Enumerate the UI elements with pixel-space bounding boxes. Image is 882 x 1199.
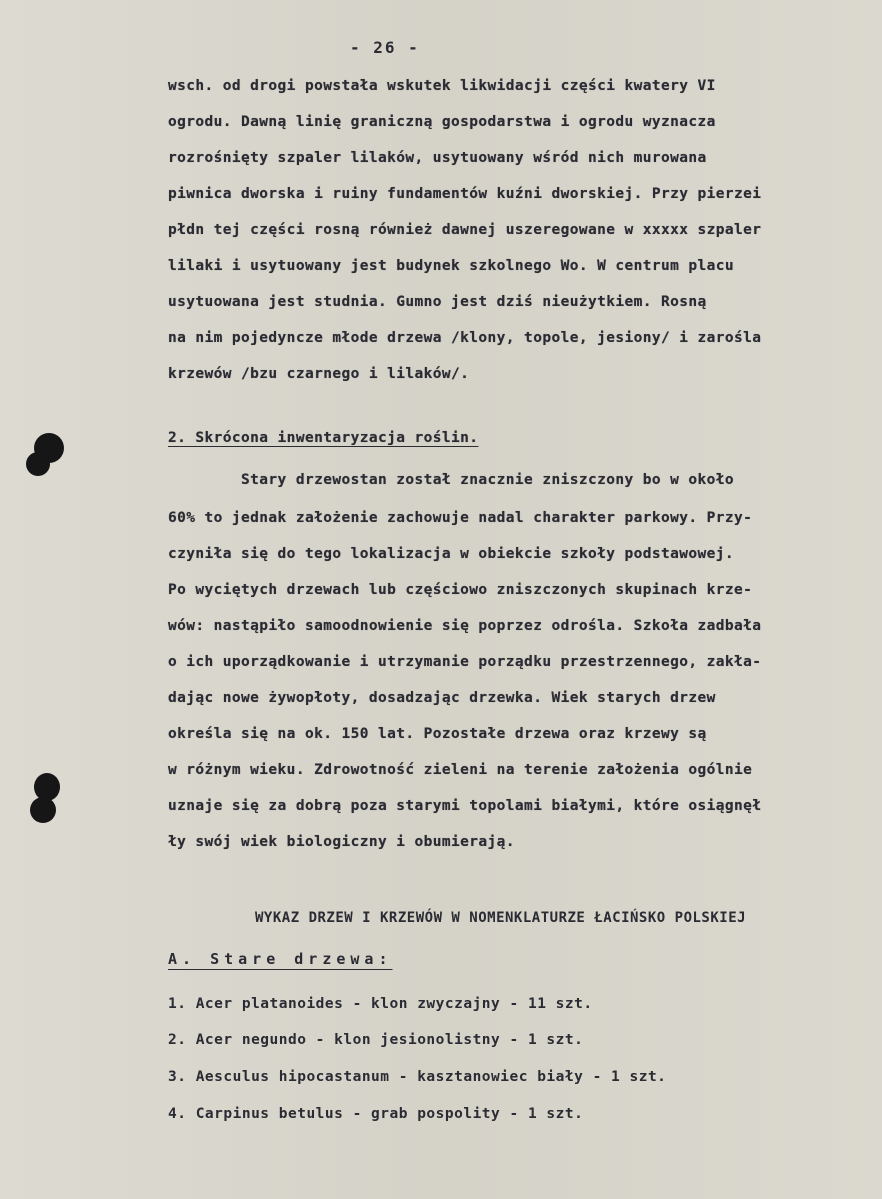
text-line: lilaki i usytuowany jest budynek szkolnego Wo. W centrum placu bbox=[168, 258, 735, 274]
text-line: ogrodu. Dawną linię graniczną gospodarstwa i ogrodu wyznacza bbox=[168, 114, 716, 130]
text-line: krzewów /bzu czarnego i lilaków/. bbox=[168, 366, 470, 382]
text-line: ły swój wiek biologiczny i obumierają. bbox=[168, 834, 515, 850]
text-line: piwnica dworska i ruiny fundamentów kuźni dworskiej. Przy pierzei bbox=[168, 186, 762, 202]
text-line: płdn tej części rosną również dawnej uszeregowane w xxxxx szpaler bbox=[168, 222, 762, 238]
text-line: w różnym wieku. Zdrowotność zieleni na terenie założenia ogólnie bbox=[168, 762, 753, 778]
list-title: WYKAZ DRZEW I KRZEWÓW W NOMENKLATURZE ŁACIŃSKO POLSKIEJ bbox=[255, 910, 747, 926]
list-item: 3. Aesculus hipocastanum - kasztanowiec biały - 1 szt. bbox=[168, 1069, 667, 1085]
text-line: o ich uporządkowanie i utrzymanie porządku przestrzennego, zakła- bbox=[168, 654, 762, 670]
text-line: Stary drzewostan został znacznie zniszczony bo w około bbox=[168, 472, 735, 488]
text-line: wsch. od drogi powstała wskutek likwidacji części kwatery VI bbox=[168, 78, 716, 94]
text-line: uznaje się za dobrą poza starymi topolami białymi, które osiągnęł bbox=[168, 798, 762, 814]
text-line: Po wyciętych drzewach lub częściowo zniszczonych skupinach krze- bbox=[168, 582, 753, 598]
text-line: na nim pojedyncze młode drzewa /klony, topole, jesiony/ i zarośla bbox=[168, 330, 762, 346]
list-item: 4. Carpinus betulus - grab pospolity - 1 szt. bbox=[168, 1106, 584, 1122]
text-line: rozrośnięty szpaler lilaków, usytuowany wśród nich murowana bbox=[168, 150, 707, 166]
text-line: dając nowe żywopłoty, dosadzając drzewka. Wiek starych drzew bbox=[168, 690, 716, 706]
text-line: wów: nastąpiło samoodnowienie się poprzez odrośla. Szkoła zadbała bbox=[168, 618, 762, 634]
subsection-heading: A. Stare drzewa: bbox=[168, 950, 393, 968]
text-line: 60% to jednak założenie zachowuje nadal charakter parkowy. Przy- bbox=[168, 510, 753, 526]
list-item: 1. Acer platanoides - klon zwyczajny - 11 szt. bbox=[168, 996, 593, 1012]
text-line: usytuowana jest studnia. Gumno jest dziś nieużytkiem. Rosną bbox=[168, 294, 707, 310]
text-line: określa się na ok. 150 lat. Pozostałe drzewa oraz krzewy są bbox=[168, 726, 707, 742]
page-number: - 26 - bbox=[350, 38, 420, 57]
text-line: czyniła się do tego lokalizacja w obiekcie szkoły podstawowej. bbox=[168, 546, 735, 562]
list-item: 2. Acer negundo - klon jesionolistny - 1 szt. bbox=[168, 1032, 584, 1048]
section-heading: 2. Skrócona inwentaryzacja roślin. bbox=[168, 430, 479, 446]
